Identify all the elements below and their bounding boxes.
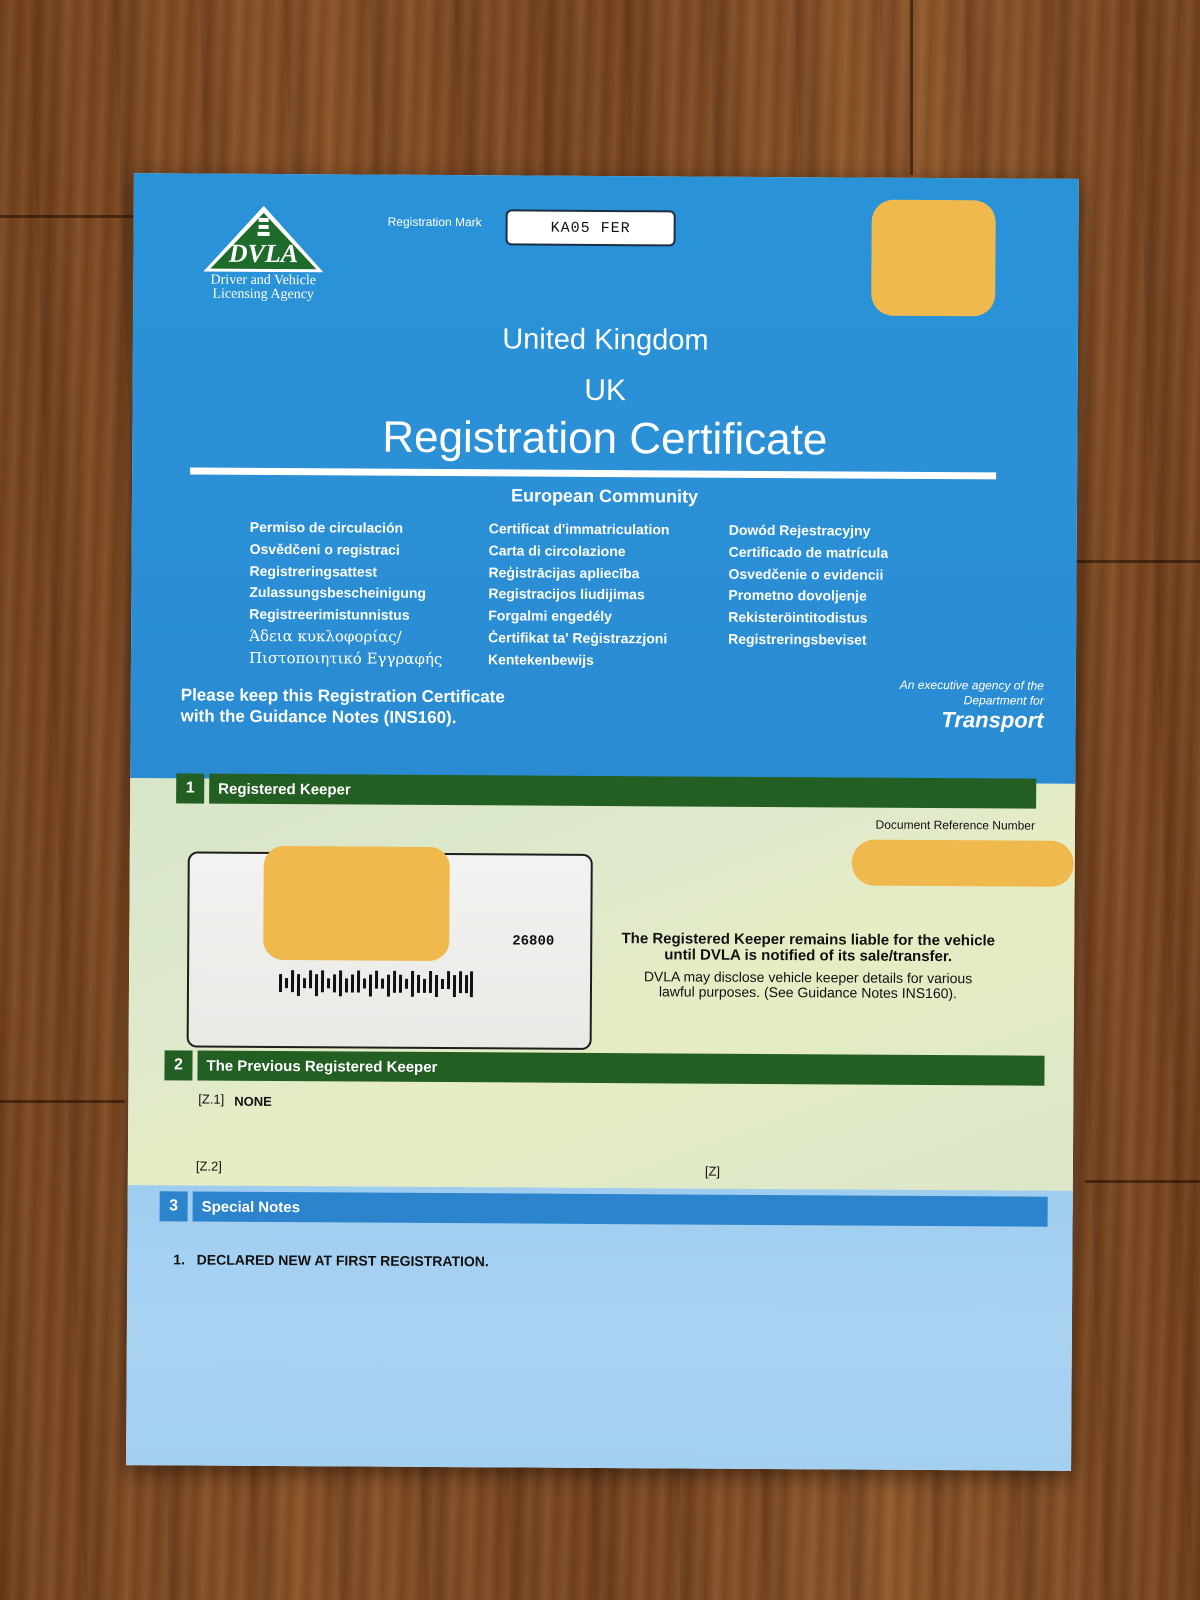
language-item: Osvedčenie o evidencii (728, 565, 884, 583)
language-item: Carta di circolazione (488, 542, 626, 559)
page-title: Registration Certificate (382, 412, 828, 465)
disclosure-line-1: DVLA may disclose vehicle keeper details for various (643, 968, 973, 987)
liability-line-2: until DVLA is notified of its sale/transfer. (664, 946, 953, 966)
language-item: Permiso de circulación (249, 518, 404, 536)
section-3-number: 3 (160, 1191, 188, 1221)
languages-column-1 (249, 517, 443, 671)
redaction-document-reference (852, 840, 1074, 887)
keeper-liability-notice (603, 931, 1013, 1002)
redaction-keeper-address (263, 846, 450, 961)
registration-mark-label: Registration Mark (387, 214, 482, 230)
z1-label: [Z.1] (198, 1091, 225, 1107)
z2-label: [Z.2] (195, 1158, 222, 1174)
agency-note-line-2: Department for (963, 693, 1044, 708)
language-item: Registreringsbeviset (728, 630, 867, 648)
z1-value: NONE (234, 1093, 272, 1109)
certificate-cover (130, 173, 1079, 784)
z-label: [Z] (704, 1163, 721, 1179)
language-item: Άδεια κυκλοφορίας/ (249, 626, 402, 646)
title-divider (190, 467, 996, 479)
redaction-photo (871, 200, 996, 317)
keep-line-1: Please keep this Registration Certificate (180, 685, 505, 707)
floor-seam (1085, 1180, 1200, 1183)
dvla-triangle-icon (199, 204, 327, 275)
registration-mark-value: KA05 FER (506, 209, 676, 246)
transport-wordmark: Transport (941, 707, 1044, 733)
language-item: Prometno dovoljenje (728, 587, 867, 605)
keeper-postcode-code: 26800 (512, 933, 555, 950)
keep-line-2: with the Guidance Notes (INS160). (180, 706, 457, 728)
floor-seam (0, 1100, 125, 1103)
liability-line-1: The Registered Keeper remains liable for the vehicle (621, 930, 996, 950)
disclosure-line-2: lawful purposes. (See Guidance Notes INS160). (658, 983, 958, 1002)
language-item: Reģistrācijas apliecība (488, 563, 640, 581)
language-item: Registreringsattest (249, 562, 378, 580)
title-country: United Kingdom (502, 323, 709, 357)
section-1-header (176, 773, 1036, 808)
document-reference-label: Document Reference Number (875, 817, 1036, 833)
section-2-title: The Previous Registered Keeper (197, 1051, 1044, 1086)
section-3-header (160, 1191, 1048, 1226)
languages-column-2 (488, 518, 670, 672)
title-code: UK (584, 373, 627, 408)
language-item: Osvědčeni o registraci (249, 540, 400, 558)
language-item: Kentekenbewijs (487, 651, 594, 668)
agency-name-line1: Driver and Vehicle (210, 272, 317, 289)
language-item: Rekisteröintitodistus (728, 608, 868, 626)
language-item: Zulassungsbescheinigung (249, 584, 427, 602)
registration-certificate (126, 173, 1079, 1471)
floor-seam (910, 0, 913, 175)
languages-column-3 (728, 520, 888, 652)
language-item: Certificado de matrícula (728, 543, 889, 561)
european-community-heading: European Community (510, 485, 699, 507)
language-item: Registracijos liudijimas (488, 585, 645, 603)
section-1-title: Registered Keeper (209, 774, 1036, 809)
language-item: Πιστοποιητικό Εγγραφής (248, 648, 443, 668)
logo-text: DVLA (228, 238, 299, 269)
language-item: Registreerimistunnistus (249, 606, 410, 624)
department-for-transport-mark (899, 678, 1043, 733)
language-item: Dowód Rejestracyjny (728, 521, 871, 539)
keep-instructions (181, 684, 601, 729)
dvla-logo (193, 203, 334, 302)
section-1-number: 1 (176, 773, 204, 803)
section-3-title: Special Notes (193, 1192, 1048, 1227)
section-2-header (164, 1050, 1044, 1085)
language-item: Ċertifikat ta' Reġistrazzjoni (488, 629, 668, 647)
agency-note-line-1: An executive agency of the (899, 677, 1044, 693)
agency-name-line2: Licensing Agency (212, 286, 314, 303)
special-note-1: 1. DECLARED NEW AT FIRST REGISTRATION. (173, 1251, 489, 1270)
language-item: Certificat d'immatriculation (488, 520, 670, 538)
postal-barcode-icon (279, 970, 473, 997)
section-2-number: 2 (164, 1050, 192, 1080)
notes-panel (126, 1185, 1073, 1471)
floor-seam (1070, 560, 1200, 563)
language-item: Forgalmi engedély (488, 607, 613, 625)
